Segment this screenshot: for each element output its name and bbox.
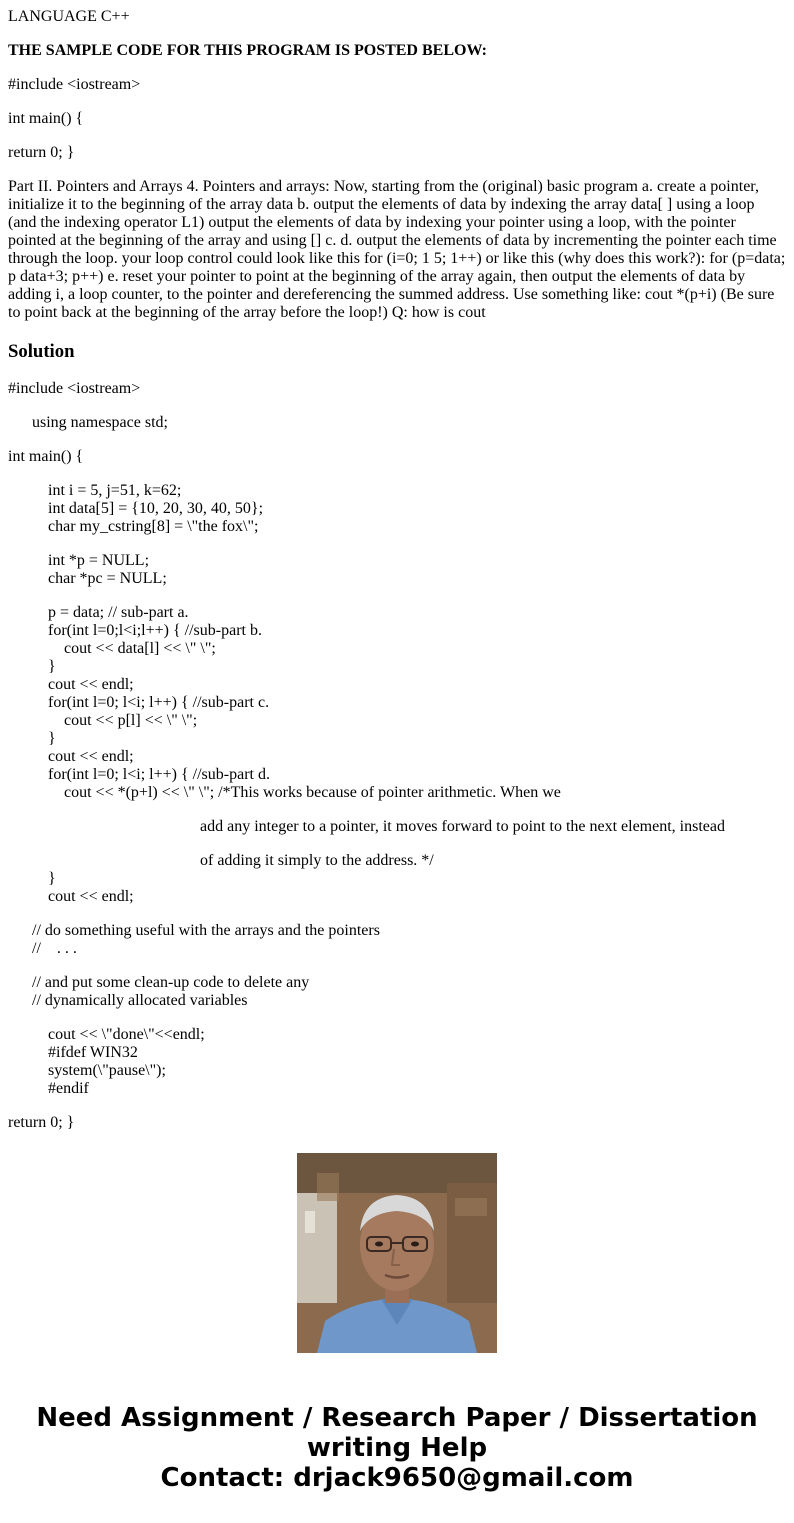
code-line: return 0; } [8, 1114, 75, 1131]
sample-code-heading: THE SAMPLE CODE FOR THIS PROGRAM IS POSTED BELOW: [8, 42, 487, 59]
question-body: Part II. Pointers and Arrays 4. Pointers and arrays: Now, starting from the (original) basic program a. create a pointer, initialize it to the beginning of the array data b. output the elements of data by indexing the array data[ ] using a loop (and the indexing operator L1) output the elements of data by indexing your pointer using a loop, with the pointer pointed at the beginning of the array and using [] c. d. output the elements of data by incrementing the pointer each time through the loop. your loop control could look like this for (i=0; 1 5; 1++) or like this (why does this work?): for (p=data; p data+3; p++) e. reset your pointer to point at the beginning of the array again, then output the elements of data by adding i, a loop counter, to the pointer and dereferencing the summed address. Use something like: cout *(p+i) (Be sure to point back at the beginning of the array before the loop!) Q: how is cout [8, 178, 786, 321]
code-line: cout << p[l] << \" \"; [64, 712, 198, 729]
code-line: p = data; // sub-part a. [48, 604, 189, 621]
code-line: cout << endl; [48, 888, 134, 905]
code-line: char *pc = NULL; [48, 570, 167, 587]
promo-line: Need Assignment / Research Paper / Dissertation [36, 1403, 758, 1433]
document-content [8, 0, 786, 1131]
solution-heading: Solution [8, 341, 75, 362]
code-line: cout << endl; [48, 748, 134, 765]
code-line: cout << *(p+l) << \" \"; /*This works because of pointer arithmetic. When we [64, 784, 561, 801]
code-line: int data[5] = {10, 20, 30, 40, 50}; [48, 500, 264, 517]
code-line: char my_cstring[8] = \"the fox\"; [48, 518, 259, 535]
sample-return-line: return 0; } [8, 144, 75, 161]
code-line: for(int l=0; l<i; l++) { //sub-part d. [48, 766, 270, 783]
code-line: int main() { [8, 448, 84, 465]
sample-include-line: #include <iostream> [8, 76, 141, 93]
promo-line: writing Help [306, 1433, 488, 1463]
code-line: cout << endl; [48, 676, 134, 693]
code-line: using namespace std; [32, 414, 168, 431]
code-line: for(int l=0; l<i; l++) { //sub-part c. [48, 694, 270, 711]
code-line: add any integer to a pointer, it moves forward to point to the next element, instead [200, 818, 725, 835]
author-portrait-icon [297, 1153, 497, 1353]
code-line: #include <iostream> [8, 380, 141, 397]
code-line: // do something useful with the arrays and the pointers [32, 922, 380, 939]
sample-main-line: int main() { [8, 110, 84, 127]
code-line: } [48, 870, 56, 887]
language-label: LANGUAGE C++ [8, 8, 130, 25]
solution-code [8, 380, 786, 1132]
code-line: cout << \"done\"<<endl; [48, 1026, 205, 1043]
code-line: cout << data[l] << \" \"; [64, 640, 216, 657]
code-line: } [48, 658, 56, 675]
code-line: } [48, 730, 56, 747]
code-line: system(\"pause\"); [48, 1062, 166, 1079]
code-line: of adding it simply to the address. */ [200, 852, 434, 869]
code-line: #ifdef WIN32 [48, 1044, 138, 1061]
code-line: // and put some clean-up code to delete any [32, 974, 310, 991]
promo-contact: Contact: drjack9650@gmail.com [160, 1463, 634, 1493]
code-line: int i = 5, j=51, k=62; [48, 482, 182, 499]
code-line: #endif [48, 1080, 89, 1097]
code-line: int *p = NULL; [48, 552, 150, 569]
code-line: // dynamically allocated variables [32, 992, 248, 1009]
code-line: for(int l=0;l<i;l++) { //sub-part b. [48, 622, 262, 639]
author-avatar [297, 1153, 497, 1353]
code-line: // . . . [32, 940, 77, 957]
promo-banner [0, 1403, 794, 1493]
